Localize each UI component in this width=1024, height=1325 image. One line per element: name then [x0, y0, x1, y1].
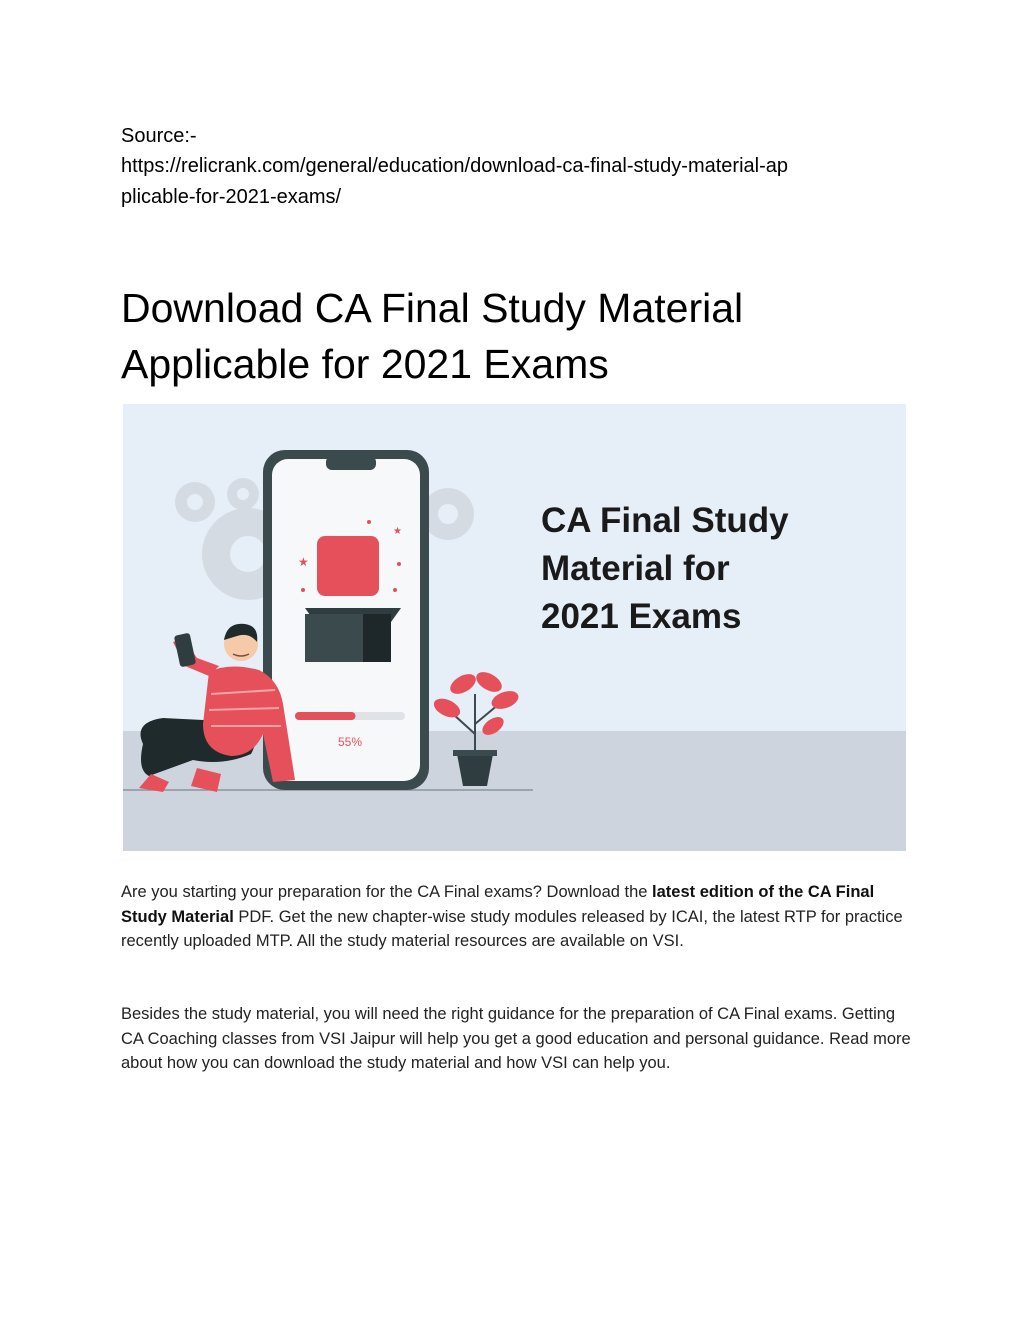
guidance-paragraph: Besides the study material, you will need the right guidance for the preparation of CA Final exams. Getting CA Coaching classes from VSI Jaipur will help you get a good education and personal guidance. Read more about how you can download the study material and how VSI can help you. — [121, 1005, 911, 1072]
hero-image — [123, 404, 906, 851]
svg-text:★: ★ — [393, 526, 402, 537]
hero-headline-line2: Material for — [541, 549, 730, 588]
source-url-link[interactable]: https://relicrank.com/general/education/download-ca-final-study-material-ap plicable-for-2021-exams/ — [121, 155, 788, 208]
hero-headline-line3: 2021 Exams — [541, 597, 742, 636]
source-label: Source:- — [121, 125, 197, 147]
page-title: Download CA Final Study Material Applicable for 2021 Exams — [121, 285, 744, 387]
intro-bold-text: latest edition of the CA Final Study Material — [121, 883, 875, 926]
hero-headline-line1: CA Final Study — [541, 501, 789, 540]
progress-fill — [295, 712, 356, 720]
progress-label: 55% — [337, 735, 363, 749]
intro-text-part1: Are you starting your preparation for the CA Final exams? Download the — [121, 883, 653, 901]
intro-text-part2: PDF. Get the new chapter-wise study modules released by ICAI, the latest RTP for practice recently uploaded MTP. All the study material resources are available on VSI. — [121, 907, 903, 950]
intro-paragraph — [121, 880, 911, 954]
svg-text:★: ★ — [298, 555, 309, 569]
gift-cube — [317, 536, 379, 596]
